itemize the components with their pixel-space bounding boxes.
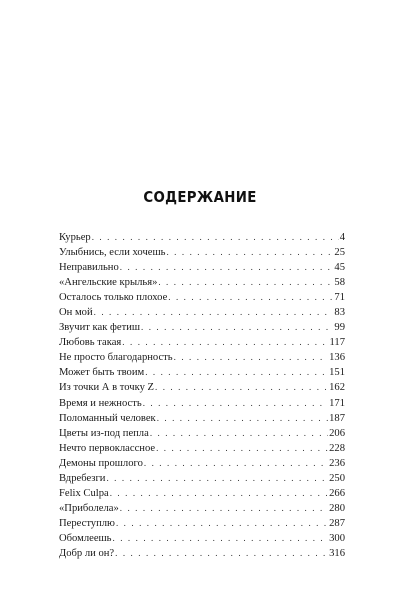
dot-leader: [145, 365, 328, 380]
toc-entry-page: 117: [329, 337, 345, 349]
toc-entry-page: 287: [329, 517, 345, 529]
dot-leader: [94, 305, 334, 320]
toc-entry-page: 300: [329, 532, 345, 544]
dot-leader: [122, 335, 328, 350]
dot-leader: [143, 396, 328, 411]
toc-entry-title: Felix Culpa: [59, 487, 109, 499]
toc-entry[interactable]: [59, 350, 345, 365]
dot-leader: [157, 411, 328, 426]
toc-entry-page: 136: [329, 352, 345, 364]
dot-leader: [116, 516, 328, 531]
toc-entry[interactable]: [59, 305, 345, 320]
toc-entry-title: Осталось только плохое: [59, 292, 168, 304]
toc-entry-title: Вдребезги: [59, 472, 106, 484]
toc-entry-title: Не просто благодарность: [59, 352, 173, 364]
toc-entry-title: Улыбнись, если хочешь: [59, 247, 166, 259]
dot-leader: [155, 380, 328, 395]
toc-entry[interactable]: [59, 411, 345, 426]
toc-entry-title: Демоны прошлого: [59, 457, 143, 469]
toc-entry-title: Добр ли он?: [59, 547, 115, 559]
toc-entry-page: 58: [334, 277, 345, 289]
toc-entry[interactable]: [59, 456, 345, 471]
toc-entry-page: 228: [329, 442, 345, 454]
toc-entry-page: 187: [329, 412, 345, 424]
toc-entry[interactable]: [59, 275, 345, 290]
toc-entry[interactable]: [59, 501, 345, 516]
toc-entry[interactable]: [59, 441, 345, 456]
toc-entry-title: Обомлеешь: [59, 532, 112, 544]
dot-leader: [120, 501, 328, 516]
dot-leader: [158, 275, 333, 290]
toc-entry[interactable]: [59, 260, 345, 275]
toc-entry-title: Переступлю: [59, 517, 115, 529]
toc-entry-title: Любовь такая: [59, 337, 122, 349]
toc-entry[interactable]: [59, 230, 345, 245]
dot-leader: [106, 471, 328, 486]
dot-leader: [168, 290, 333, 305]
toc-entry-page: 266: [329, 487, 345, 499]
toc-entry-title: Может быть твоим: [59, 367, 145, 379]
toc-entry[interactable]: [59, 245, 345, 260]
table-of-contents: [59, 230, 345, 561]
toc-entry[interactable]: [59, 546, 345, 561]
toc-entry-page: 162: [329, 382, 345, 394]
toc-entry[interactable]: [59, 531, 345, 546]
toc-entry-page: 45: [334, 262, 345, 274]
toc-entry[interactable]: [59, 380, 345, 395]
toc-entry[interactable]: [59, 320, 345, 335]
toc-entry-page: 99: [334, 322, 345, 334]
toc-entry[interactable]: [59, 426, 345, 441]
page-title: СОДЕРЖАНИЕ: [143, 188, 257, 206]
toc-entry-page: 206: [329, 427, 345, 439]
toc-entry-page: 236: [329, 457, 345, 469]
toc-entry[interactable]: [59, 486, 345, 501]
toc-entry-title: Он мой: [59, 307, 93, 319]
toc-entry-title: Поломанный человек: [59, 412, 156, 424]
dot-leader: [113, 531, 329, 546]
toc-entry-title: Нечто первоклассное: [59, 442, 156, 454]
toc-entry-title: «Ангельские крылья»: [59, 277, 158, 289]
toc-entry-page: 71: [334, 292, 345, 304]
toc-entry-title: Время и нежность: [59, 397, 142, 409]
dot-leader: [150, 426, 328, 441]
dot-leader: [141, 320, 333, 335]
toc-entry-page: 280: [329, 502, 345, 514]
dot-leader: [156, 441, 328, 456]
dot-leader: [166, 245, 333, 260]
toc-entry[interactable]: [59, 471, 345, 486]
toc-entry[interactable]: [59, 365, 345, 380]
toc-entry-page: 25: [334, 247, 345, 259]
toc-entry[interactable]: [59, 396, 345, 411]
toc-entry-page: 316: [329, 547, 345, 559]
dot-leader: [174, 350, 328, 365]
toc-entry-page: 83: [334, 307, 345, 319]
toc-entry-title: Звучит как фетиш: [59, 322, 141, 334]
dot-leader: [92, 230, 339, 245]
toc-entry-title: Из точки А в точку Z: [59, 382, 154, 394]
toc-entry[interactable]: [59, 290, 345, 305]
toc-entry-page: 4: [339, 232, 345, 243]
toc-entry[interactable]: [59, 516, 345, 531]
dot-leader: [120, 260, 334, 275]
toc-entry-title: Неправильно: [59, 262, 119, 274]
toc-entry-title: «Приболела»: [59, 502, 119, 514]
toc-entry-page: 151: [329, 367, 345, 379]
toc-entry-title: Цветы из-под пепла: [59, 427, 149, 439]
dot-leader: [115, 546, 328, 561]
dot-leader: [144, 456, 328, 471]
toc-entry[interactable]: [59, 335, 345, 350]
toc-entry-page: 250: [329, 472, 345, 484]
toc-entry-title: Курьер: [59, 232, 91, 243]
dot-leader: [110, 486, 328, 501]
toc-entry-page: 171: [329, 397, 345, 409]
